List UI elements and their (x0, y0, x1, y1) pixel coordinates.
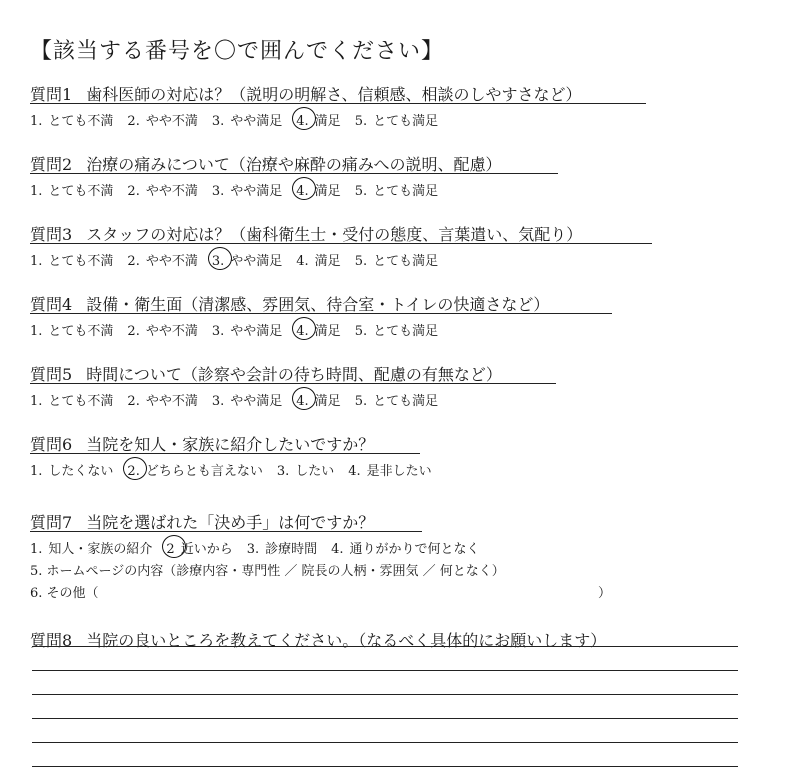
option-label: したくない (48, 464, 114, 479)
question-number: 質問2 (30, 155, 73, 174)
option-label: とても満足 (373, 184, 439, 199)
question-3-underline (30, 243, 652, 244)
selected-option-number: 4. (296, 114, 309, 129)
question-3-heading (30, 222, 582, 245)
answer-option[interactable] (127, 110, 197, 129)
answer-option[interactable] (296, 110, 340, 129)
question-7-options (30, 538, 494, 557)
option-number: 1. (30, 464, 43, 479)
answer-line[interactable] (32, 742, 738, 743)
answer-option[interactable] (127, 250, 197, 269)
answer-option[interactable] (30, 180, 113, 199)
answer-option[interactable] (212, 390, 282, 409)
answer-option[interactable] (348, 460, 431, 479)
question-6-heading (30, 432, 374, 455)
page-title: 【該当する番号を〇で囲んでください】 (30, 39, 445, 64)
answer-option[interactable] (127, 180, 197, 199)
question-text: 歯科医師の対応は？（説明の明解さ、信頼感、相談のしやすさなど） (86, 85, 582, 104)
selected-option-number: 4. (296, 184, 309, 199)
answer-option[interactable] (30, 250, 113, 269)
option-label: やや満足 (230, 254, 283, 269)
question-5-options (30, 390, 452, 409)
answer-option[interactable] (296, 180, 340, 199)
answer-option[interactable] (30, 538, 152, 557)
option-number: 2. (127, 184, 140, 199)
answer-option[interactable] (30, 390, 113, 409)
question-number: 質問3 (30, 225, 73, 244)
question-number: 質問6 (30, 435, 73, 454)
option-label: どちらとも言えない (145, 464, 263, 479)
question-1-options (30, 110, 452, 129)
option-label: 知人・家族の紹介 (48, 542, 153, 557)
answer-line[interactable] (32, 766, 738, 767)
option-number: 4. (348, 464, 361, 479)
question-text: 治療の痛みについて（治療や麻酔の痛みへの説明、配慮） (86, 155, 502, 174)
option-label: 満足 (314, 254, 341, 269)
answer-line[interactable] (32, 694, 738, 695)
answer-option[interactable] (127, 460, 262, 479)
question-7-option-6-close: ） (598, 586, 612, 601)
question-2-options (30, 180, 452, 199)
option-number: 2. (127, 324, 140, 339)
question-7-option-5[interactable]: 5. ホームページの内容（診療内容・専門性 ／ 院長の人柄・雰囲気 ／ 何となく） (30, 564, 505, 579)
option-label: とても満足 (373, 394, 439, 409)
option-label: やや不満 (145, 394, 198, 409)
answer-option[interactable] (212, 180, 282, 199)
option-label: やや満足 (230, 324, 283, 339)
question-text: 設備・衛生面（清潔感、雰囲気、待合室・トイレの快適さなど） (86, 295, 550, 314)
question-7-underline (30, 531, 422, 532)
option-label: やや不満 (145, 324, 198, 339)
question-6-underline (30, 453, 420, 454)
answer-line[interactable] (32, 670, 738, 671)
question-number: 質問1 (30, 85, 73, 104)
question-8-heading (30, 628, 606, 651)
option-label: 満足 (314, 184, 341, 199)
option-label: 診療時間 (265, 542, 318, 557)
answer-option[interactable] (30, 460, 113, 479)
option-label: とても不満 (48, 324, 114, 339)
question-number: 質問4 (30, 295, 73, 314)
answer-option[interactable] (355, 320, 438, 339)
answer-option[interactable] (166, 538, 232, 557)
option-number: 3. (276, 464, 290, 479)
answer-option[interactable] (30, 110, 113, 129)
option-number: 4. (331, 542, 344, 557)
option-number: 2. (127, 254, 140, 269)
question-8-number: 質問8 (30, 631, 73, 650)
selected-option-number: 4. (296, 324, 309, 339)
question-text: スタッフの対応は？（歯科衛生士・受付の態度、言葉遣い、気配り） (86, 225, 583, 244)
option-label: とても満足 (373, 114, 439, 129)
option-label: 是非したい (366, 464, 432, 479)
question-4-options (30, 320, 452, 339)
option-label: やや不満 (145, 254, 198, 269)
option-number: 1. (30, 114, 43, 129)
option-number: 5. (354, 324, 368, 339)
option-label: とても不満 (48, 254, 114, 269)
option-number: 5. (354, 394, 368, 409)
option-label: やや満足 (230, 184, 283, 199)
answer-option[interactable] (212, 110, 282, 129)
answer-option[interactable] (355, 180, 438, 199)
answer-option[interactable] (212, 250, 282, 269)
option-number: 2. (127, 114, 140, 129)
answer-option[interactable] (277, 460, 334, 479)
option-number: 1. (30, 254, 43, 269)
option-label: やや不満 (145, 184, 198, 199)
option-number: 1. (30, 542, 43, 557)
option-number: 3. (211, 324, 225, 339)
option-label: 通りがかりで何となく (349, 542, 480, 557)
option-label: したい (295, 464, 335, 479)
option-label: とても不満 (48, 114, 114, 129)
option-label: やや満足 (230, 114, 283, 129)
answer-option[interactable] (355, 110, 438, 129)
answer-option[interactable] (355, 250, 438, 269)
option-label: 満足 (314, 324, 341, 339)
question-5-heading (30, 362, 502, 385)
answer-option[interactable] (296, 320, 340, 339)
option-number: 5. (354, 184, 368, 199)
option-number: 1. (30, 184, 43, 199)
option-label: 近いから (180, 542, 233, 557)
option-number: 5. (354, 114, 368, 129)
option-label: とても不満 (48, 184, 114, 199)
option-label: とても満足 (373, 254, 439, 269)
question-3-options (30, 250, 452, 269)
option-number: 4. (296, 254, 309, 269)
answer-option[interactable] (331, 538, 479, 557)
answer-option[interactable] (30, 320, 113, 339)
answer-option[interactable] (296, 250, 340, 269)
question-7-option-6[interactable]: 6. その他（ (30, 586, 99, 601)
question-7-number: 質問7 (30, 513, 73, 532)
answer-line[interactable] (32, 718, 738, 719)
option-number: 1. (30, 394, 43, 409)
option-label: とても満足 (373, 324, 439, 339)
selected-option-number: 2 (166, 542, 175, 557)
question-5-underline (30, 383, 556, 384)
question-7-text: 当院を選ばれた「決め手」は何ですか？ (86, 513, 375, 532)
option-number: 1. (30, 324, 43, 339)
option-number: 5. (354, 254, 368, 269)
question-number: 質問5 (30, 365, 73, 384)
answer-option[interactable] (296, 390, 340, 409)
question-1-heading (30, 82, 582, 105)
option-label: 満足 (314, 114, 341, 129)
option-label: やや不満 (145, 114, 198, 129)
question-7-heading (30, 510, 374, 533)
answer-option[interactable] (127, 320, 197, 339)
answer-option[interactable] (355, 390, 438, 409)
answer-option[interactable] (247, 538, 317, 557)
answer-option[interactable] (212, 320, 282, 339)
question-text: 当院を知人・家族に紹介したいですか？ (86, 435, 375, 454)
option-number: 3. (211, 114, 225, 129)
option-label: 満足 (314, 394, 341, 409)
answer-line[interactable] (32, 646, 738, 647)
option-label: やや満足 (230, 394, 283, 409)
answer-option[interactable] (127, 390, 197, 409)
option-number: 3. (211, 394, 225, 409)
option-number: 3. (246, 542, 260, 557)
option-number: 2. (127, 394, 140, 409)
selected-option-number: 4. (296, 394, 309, 409)
question-1-underline (30, 103, 646, 104)
selected-option-number: 3. (211, 254, 225, 269)
option-label: とても不満 (48, 394, 114, 409)
option-number: 3. (211, 184, 225, 199)
question-2-underline (30, 173, 558, 174)
question-6-options (30, 460, 446, 479)
question-8-text: 当院の良いところを教えてください。（なるべく具体的にお願いします） (86, 631, 607, 650)
question-text: 時間について（診察や会計の待ち時間、配慮の有無など） (86, 365, 502, 384)
selected-option-number: 2. (127, 464, 140, 479)
question-4-heading (30, 292, 549, 315)
question-2-heading (30, 152, 502, 175)
question-4-underline (30, 313, 612, 314)
